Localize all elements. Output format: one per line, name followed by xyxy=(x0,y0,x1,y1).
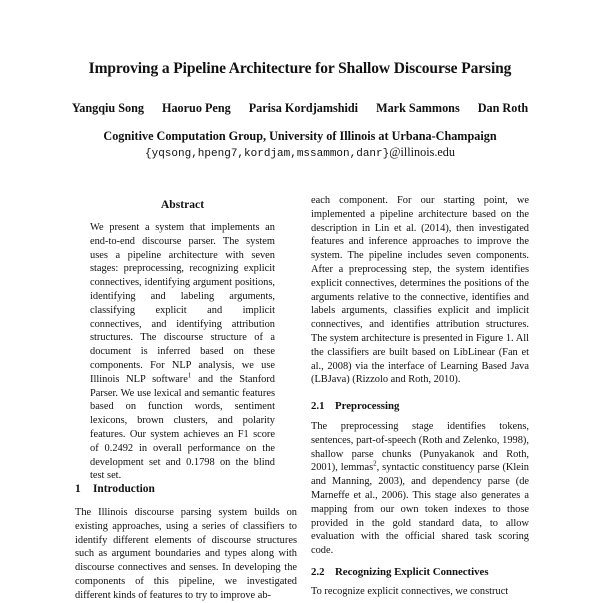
affiliation: Cognitive Computation Group, University of Illinois at Urbana-Champaign xyxy=(103,129,497,143)
footnote-mark: 2 xyxy=(373,459,377,468)
subsection-number: 2.2 xyxy=(311,566,325,578)
footnote-mark: 1 xyxy=(187,371,192,380)
paper-title: Improving a Pipeline Architecture for Shallow Discourse Parsing xyxy=(88,60,512,77)
section-heading-introduction xyxy=(75,483,155,495)
subsection-heading-explicit-connectives xyxy=(311,566,489,578)
subsection-title: Recognizing Explicit Connectives xyxy=(335,566,489,578)
author-name: Dan Roth xyxy=(477,101,529,115)
author-name: Parisa Kordjamshidi xyxy=(248,101,359,115)
abstract-heading: Abstract xyxy=(160,198,205,211)
email-domain: @illinois.edu xyxy=(389,145,455,159)
introduction-text: The Illinois discourse parsing system builds on existing approaches, using a series of classifiers to identify different elements of discourse structures such as argument boundaries and types along with discourse connectives and senses. In developing the components of this pipeline, we investigated different kinds of features to try to improve ab- xyxy=(75,507,297,601)
subsection-title: Preprocessing xyxy=(335,400,400,412)
author-name: Haoruo Peng xyxy=(161,101,231,115)
subsection-number: 2.1 xyxy=(311,400,325,412)
section-number: 1 xyxy=(75,483,81,495)
section-title: Introduction xyxy=(93,483,155,495)
author-name: Mark Sammons xyxy=(376,101,460,115)
subsection-heading-preprocessing xyxy=(311,400,399,412)
abstract-text: We present a system that implements an end-to-end discourse parser. The system uses a pipeline architecture with seven stages: preprocessing, recognizing explicit connectives, identifying argument positions, identifying and labeling arguments, classifying explicit and implicit connectives, and identifying attribution structures. The discourse structure of a document is inferred based on these components. For NLP analysis, we use Illinois NLP software$^1$ and the Stanford Parser. We use lexical and semantic features based on function words, sentiment lexicons, brown clusters, and polarity features. Our system achieves an F1 score of 0.2492 in overall performance on the development set and 0.1798 on the blind test set. xyxy=(90,222,276,482)
email-line xyxy=(0,145,600,160)
body-paragraph: each component. For our starting point, we implemented a pipeline architecture based on the description in Lin et al. (2014), then investigated features and inference approaches to improve the system. The pipeline includes seven components. After a preprocessing step, the system identifies explicit connectives, determines the positions of the arguments relative to the connective, identifies and labels arguments, classifies explicit and implicit connectives, and identifies attribution structures. The system architecture is presented in Figure 1. All the classifiers are built based on LibLinear (Fan et al., 2008) via the interface of Learning Based Java (LBJava) (Rizzolo and Roth, 2010). xyxy=(311,195,529,386)
email-usernames: {yqsong,hpeng7,kordjam,mssammon,danr} xyxy=(145,148,390,160)
author-name: Yangqiu Song xyxy=(71,101,144,115)
preprocessing-text: The preprocessing stage identifies tokens, sentences, part-of-speech (Roth and Zelenko, 1998), shallow parse chunks (Punyakanok and Roth, 2001), lemmas$^2$, syntactic constituency parse (Klein and Manning, 2003), and dependency parse (de Marneffe et al., 2006). This stage also generates a mapping from our own token indexes to those provided in the gold standard data, to allow evaluation with the official shared task scoring code. xyxy=(311,421,529,557)
explicit-connectives-text: To recognize explicit connectives, we construct xyxy=(311,586,509,597)
author-list xyxy=(0,101,600,116)
